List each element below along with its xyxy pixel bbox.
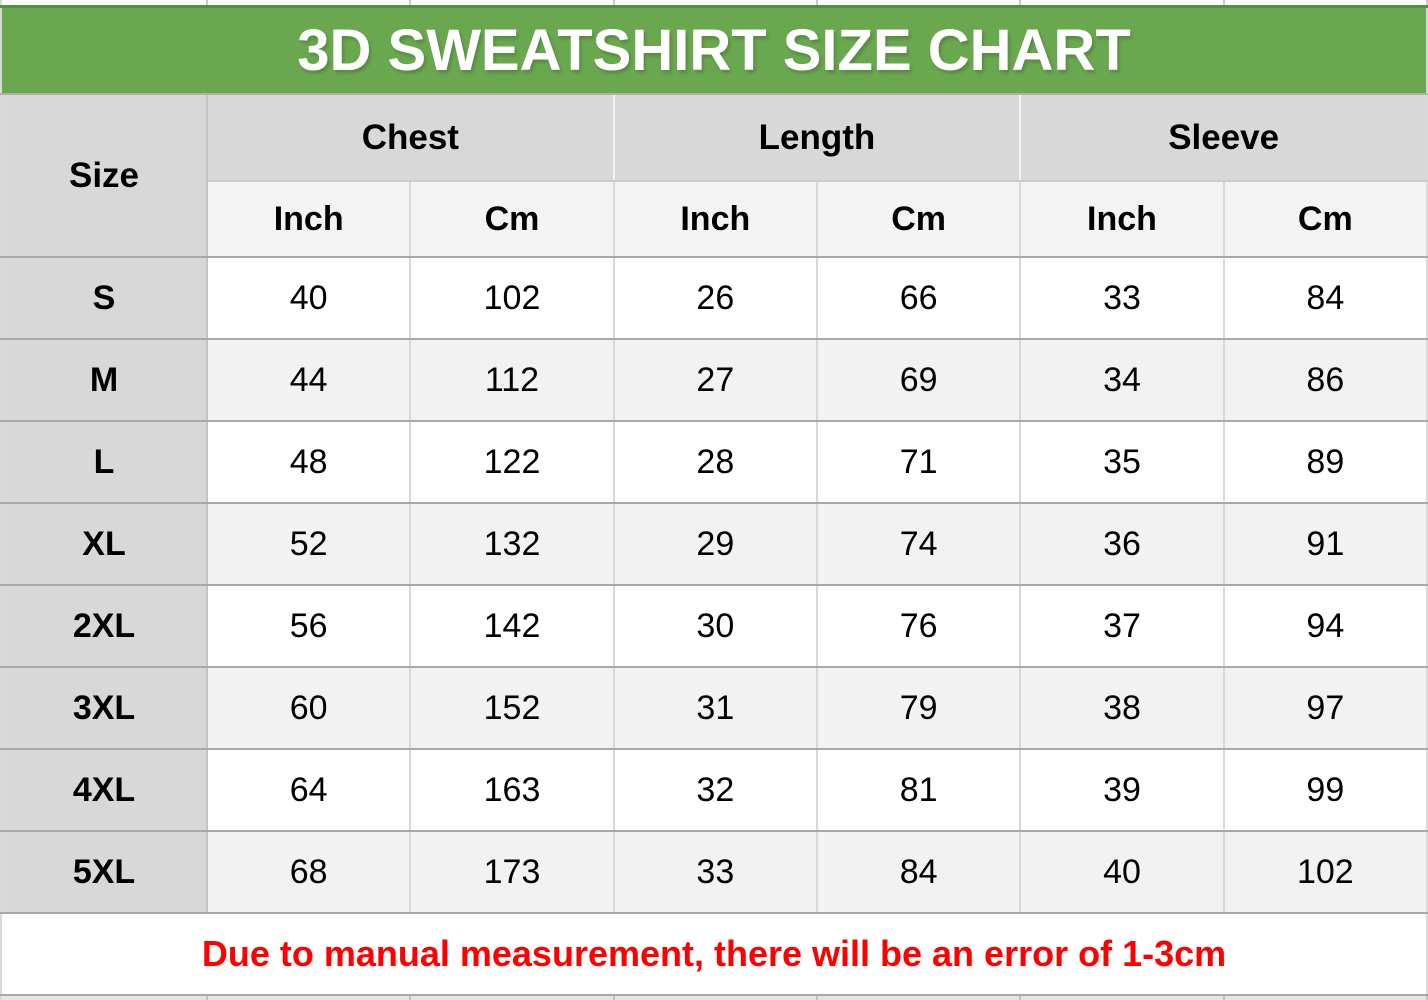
value-cell: 35 xyxy=(1020,421,1223,503)
value-cell: 84 xyxy=(1224,257,1427,339)
measurement-note: Due to manual measurement, there will be an error of 1-3cm xyxy=(1,913,1427,995)
value-cell: 30 xyxy=(614,585,817,667)
value-cell: 36 xyxy=(1020,503,1223,585)
value-cell: 102 xyxy=(410,257,613,339)
size-row-m xyxy=(1,339,1427,421)
value-cell: 84 xyxy=(817,831,1020,913)
size-cell: 3XL xyxy=(1,667,207,749)
unit-header-length-inch: Inch xyxy=(614,181,817,257)
value-cell: 79 xyxy=(817,667,1020,749)
value-cell: 142 xyxy=(410,585,613,667)
value-cell: 86 xyxy=(1224,339,1427,421)
value-cell: 31 xyxy=(614,667,817,749)
value-cell: 91 xyxy=(1224,503,1427,585)
value-cell: 66 xyxy=(817,257,1020,339)
bottom-strip-cell xyxy=(614,995,817,1000)
value-cell: 33 xyxy=(614,831,817,913)
size-column-header: Size xyxy=(1,94,207,257)
value-cell: 32 xyxy=(614,749,817,831)
value-cell: 27 xyxy=(614,339,817,421)
value-cell: 76 xyxy=(817,585,1020,667)
unit-header-chest-cm: Cm xyxy=(410,181,613,257)
value-cell: 26 xyxy=(614,257,817,339)
size-cell: M xyxy=(1,339,207,421)
value-cell: 64 xyxy=(207,749,410,831)
value-cell: 37 xyxy=(1020,585,1223,667)
unit-header-chest-inch: Inch xyxy=(207,181,410,257)
size-cell: XL xyxy=(1,503,207,585)
bottom-strip-cell xyxy=(817,995,1020,1000)
value-cell: 89 xyxy=(1224,421,1427,503)
column-group-header-row xyxy=(1,94,1427,181)
size-row-l xyxy=(1,421,1427,503)
value-cell: 40 xyxy=(1020,831,1223,913)
unit-header-sleeve-inch: Inch xyxy=(1020,181,1223,257)
measurement-note-row xyxy=(1,913,1427,995)
bottom-strip-cell xyxy=(1,995,207,1000)
value-cell: 44 xyxy=(207,339,410,421)
value-cell: 29 xyxy=(614,503,817,585)
size-cell: L xyxy=(1,421,207,503)
value-cell: 71 xyxy=(817,421,1020,503)
value-cell: 69 xyxy=(817,339,1020,421)
size-cell: 2XL xyxy=(1,585,207,667)
size-cell: 4XL xyxy=(1,749,207,831)
size-row-s xyxy=(1,257,1427,339)
bottom-strip-cell xyxy=(410,995,613,1000)
value-cell: 74 xyxy=(817,503,1020,585)
value-cell: 112 xyxy=(410,339,613,421)
value-cell: 173 xyxy=(410,831,613,913)
size-cell: 5XL xyxy=(1,831,207,913)
size-row-2xl xyxy=(1,585,1427,667)
value-cell: 68 xyxy=(207,831,410,913)
unit-header-length-cm: Cm xyxy=(817,181,1020,257)
value-cell: 163 xyxy=(410,749,613,831)
value-cell: 40 xyxy=(207,257,410,339)
value-cell: 94 xyxy=(1224,585,1427,667)
column-group-header-sleeve: Sleeve xyxy=(1020,94,1427,181)
value-cell: 99 xyxy=(1224,749,1427,831)
value-cell: 122 xyxy=(410,421,613,503)
bottom-strip-cell xyxy=(1020,995,1223,1000)
column-group-header-chest: Chest xyxy=(207,94,614,181)
size-row-4xl xyxy=(1,749,1427,831)
size-row-xl xyxy=(1,503,1427,585)
value-cell: 38 xyxy=(1020,667,1223,749)
size-cell: S xyxy=(1,257,207,339)
value-cell: 97 xyxy=(1224,667,1427,749)
value-cell: 102 xyxy=(1224,831,1427,913)
value-cell: 52 xyxy=(207,503,410,585)
sheet-bottom-strip xyxy=(1,995,1427,1000)
value-cell: 28 xyxy=(614,421,817,503)
chart-title: 3D SWEATSHIRT SIZE CHART xyxy=(1,7,1427,95)
unit-header-row xyxy=(1,181,1427,257)
value-cell: 34 xyxy=(1020,339,1223,421)
column-group-header-length: Length xyxy=(614,94,1021,181)
size-row-3xl xyxy=(1,667,1427,749)
value-cell: 81 xyxy=(817,749,1020,831)
value-cell: 56 xyxy=(207,585,410,667)
value-cell: 132 xyxy=(410,503,613,585)
title-bar-row xyxy=(1,7,1427,95)
unit-header-sleeve-cm: Cm xyxy=(1224,181,1427,257)
value-cell: 60 xyxy=(207,667,410,749)
value-cell: 39 xyxy=(1020,749,1223,831)
bottom-strip-cell xyxy=(1224,995,1427,1000)
size-row-5xl xyxy=(1,831,1427,913)
value-cell: 33 xyxy=(1020,257,1223,339)
bottom-strip-cell xyxy=(207,995,410,1000)
value-cell: 152 xyxy=(410,667,613,749)
value-cell: 48 xyxy=(207,421,410,503)
